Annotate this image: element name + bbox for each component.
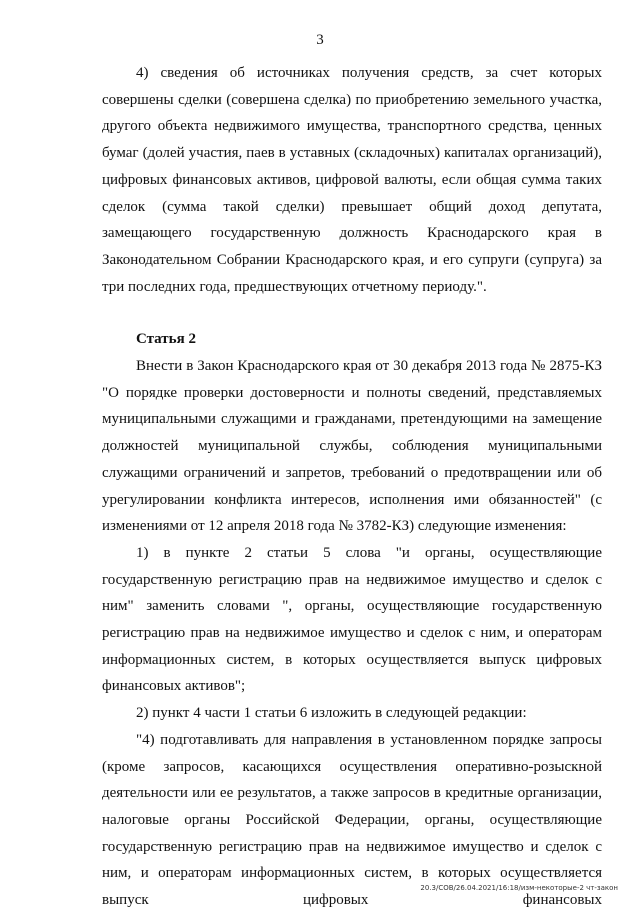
paragraph-amend-law: Внести в Закон Краснодарского края от 30 декабря 2013 года № 2875-КЗ "О порядке проверки достоверности и полноты сведений, представляемых муниципальными служащими и гражданами, претендующими на замещение должностей муниципальной службы, соблюдения муниципальными служащими ограничений и запретов, требований о предотвращении или об урегулировании конфликта интересов, исполнения ими обязанностей" (с изменениями от 12 апреля 2018 года № 3782-КЗ) следующие изменения:	[102, 358, 602, 535]
paragraph-item-4-text: "4) подготавливать для направления в установленном порядке запросы (кроме запросов, касающихся осуществления оперативно-розыскной деятельности или ее результатов, а также запросов в кредитные организации, налоговые органы Российской Федерации, органы, осуществляющие государственную регистрацию прав на недвижимое имущество и сделок с ним, и операторам информационных систем, в которых осуществляется выпуск цифровых финансовых	[102, 731, 602, 909]
spacer	[102, 300, 602, 326]
article-title: Статья 2	[136, 331, 196, 348]
document-body	[102, 60, 602, 914]
document-footer-code: 20.3/СОВ/26.04.2021/16:18/изм-некоторые-2 чт-закон	[420, 884, 618, 892]
paragraph-item-2: 2) пункт 4 части 1 статьи 6 изложить в следующей редакции:	[136, 705, 527, 722]
page-number: 3	[316, 32, 324, 48]
paragraph-item-1: 1) в пункте 2 статьи 5 слова "и органы, осуществляющие государственную регистрацию прав на недвижимое имущество и сделок с ним" заменить словами ", органы, осуществляющие государственную регистрацию прав на недвижимое имущество и сделок с ним, и операторам информационных систем, в которых осуществляется выпуск цифровых финансовых активов";	[102, 544, 602, 695]
paragraph-sources-of-funds: 4) сведения об источниках получения средств, за счет которых совершены сделки (совершена сделка) по приобретению земельного участка, другого объекта недвижимого имущества, транспортного средства, ценных бумаг (долей участия, паев в уставных (складочных) капиталах организаций), цифровых финансовых активов, цифровой валюты, если общая сумма таких сделок (сумма такой сделки) превышает общий доход депутата, замещающего государственную должность Краснодарского края в Законодательном Собрании Краснодарского края, и его супруги (супруга) за три последних года, предшествующих отчетному периоду.".	[102, 65, 602, 295]
